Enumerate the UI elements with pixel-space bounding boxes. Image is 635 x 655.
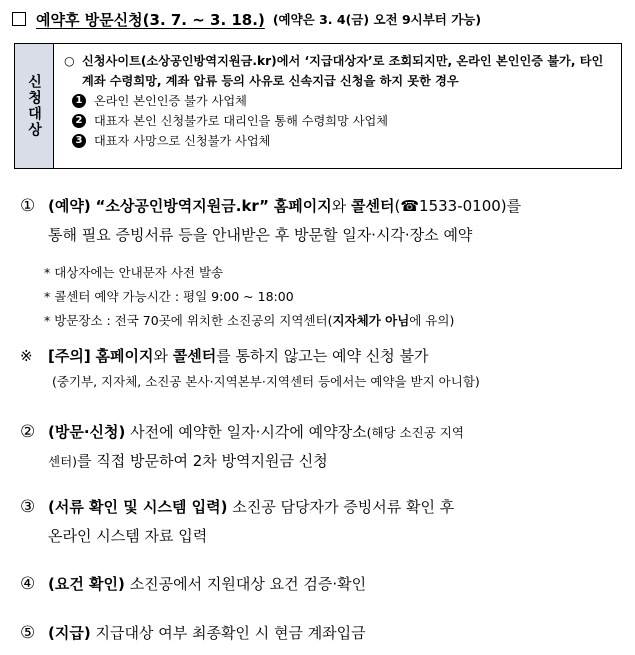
section-title: 예약후 방문신청(3. 7. ~ 3. 18.) bbox=[36, 10, 265, 29]
step-number: ② bbox=[20, 422, 36, 442]
warning-label: [주의] bbox=[48, 347, 91, 365]
condition-text: 신청사이트(소상공인방역지원금.kr)에서 ‘지급대상자’로 조회되지만, 온라인 본인인증 불가, 타인계좌 수령희망, 계좌 압류 등의 사유로 신속지급 신청을 하지 못한 경우 bbox=[82, 54, 604, 88]
warning-block bbox=[20, 343, 625, 395]
case-item bbox=[64, 91, 613, 111]
site-name: “소상공인방역지원금.kr” bbox=[95, 197, 269, 215]
case-text: 온라인 본인인증 불가 사업체 bbox=[94, 94, 247, 108]
step-number: ④ bbox=[20, 574, 36, 594]
checkbox-icon bbox=[12, 12, 26, 26]
note-item: * 콜센터 예약 가능시간 : 평일 9:00 ~ 18:00 bbox=[44, 289, 294, 304]
warning-subtext: (중기부, 지자체, 소진공 본사·지역본부·지역센터 등에서는 예약을 받지 아니함) bbox=[52, 374, 480, 389]
step-small-text: 센터) bbox=[48, 454, 78, 469]
note-emphasis: 지자체가 아님 bbox=[332, 313, 410, 328]
reservation-note: (예약은 3. 4(금) 오전 9시부터 가능) bbox=[272, 12, 482, 27]
step-reservation bbox=[20, 192, 625, 250]
eligibility-label-cell bbox=[15, 44, 54, 168]
eligibility-label: 신청대상 bbox=[26, 74, 42, 138]
note-text: 에 유의) bbox=[409, 313, 455, 328]
phone-number: (☎1533-0100) bbox=[394, 197, 507, 215]
homepage-text: 홈페이지 bbox=[95, 347, 154, 365]
step-label: (요건 확인) bbox=[48, 575, 125, 593]
circle-bullet-icon: ○ bbox=[64, 54, 75, 68]
reference-mark-icon: ※ bbox=[20, 347, 33, 365]
section-header bbox=[12, 8, 632, 30]
conjunction-text: 와 bbox=[331, 197, 347, 215]
callcenter-text: 콜센터 bbox=[351, 197, 395, 215]
step-label: (서류 확인 및 시스템 입력) bbox=[48, 498, 228, 516]
case-item bbox=[64, 131, 613, 151]
step-label: (지급) bbox=[48, 624, 91, 642]
step-text: 사전에 예약한 일자·시각에 예약장소 bbox=[130, 423, 367, 441]
conjunction-text: 와 bbox=[153, 347, 168, 365]
step-text: 소진공에서 지원대상 요건 검증·확인 bbox=[129, 575, 367, 593]
warning-text: 를 통하지 않고는 예약 신청 불가 bbox=[216, 347, 429, 365]
particle-text: 를 bbox=[506, 197, 522, 215]
note-item bbox=[44, 310, 454, 332]
case-text: 대표자 사망으로 신청불가 사업체 bbox=[94, 134, 271, 148]
step-visit bbox=[20, 418, 625, 476]
step-label: (방문·신청) bbox=[48, 423, 126, 441]
note-text: * 방문장소 : 전국 70곳에 위치한 소진공의 지역센터( bbox=[44, 313, 333, 328]
step-label: (예약) bbox=[48, 197, 91, 215]
callcenter-text: 콜센터 bbox=[172, 347, 217, 365]
step-number: ① bbox=[20, 196, 36, 216]
step-document-check bbox=[20, 493, 625, 551]
step-number: ⑤ bbox=[20, 623, 36, 643]
number-3-icon: 3 bbox=[72, 134, 86, 148]
step-line: 통해 필요 증빙서류 등을 안내받은 후 방문할 일자·시각·장소 예약 bbox=[48, 226, 473, 244]
number-2-icon: 2 bbox=[72, 114, 86, 128]
homepage-text: 홈페이지 bbox=[273, 197, 332, 215]
step-text: 소진공 담당자가 증빙서류 확인 후 bbox=[232, 498, 455, 516]
eligibility-box bbox=[14, 43, 622, 169]
number-1-icon: 1 bbox=[72, 94, 86, 108]
step-number: ③ bbox=[20, 497, 36, 517]
case-item bbox=[64, 111, 613, 131]
eligibility-body bbox=[54, 44, 621, 168]
step-text: 지급대상 여부 최종확인 시 현금 계좌입금 bbox=[95, 624, 366, 642]
step-line: 온라인 시스템 자료 입력 bbox=[48, 527, 208, 545]
step-line: 를 직접 방문하여 2차 방역지원금 신청 bbox=[77, 452, 328, 470]
step-payment bbox=[20, 619, 625, 648]
step-small-text: (해당 소진공 지역 bbox=[366, 425, 464, 440]
case-text: 대표자 본인 신청불가로 대리인을 통해 수령희망 사업체 bbox=[94, 114, 389, 128]
eligibility-condition bbox=[64, 51, 613, 91]
note-item: * 대상자에는 안내문자 사전 발송 bbox=[44, 265, 224, 280]
step-requirement-check bbox=[20, 570, 625, 599]
